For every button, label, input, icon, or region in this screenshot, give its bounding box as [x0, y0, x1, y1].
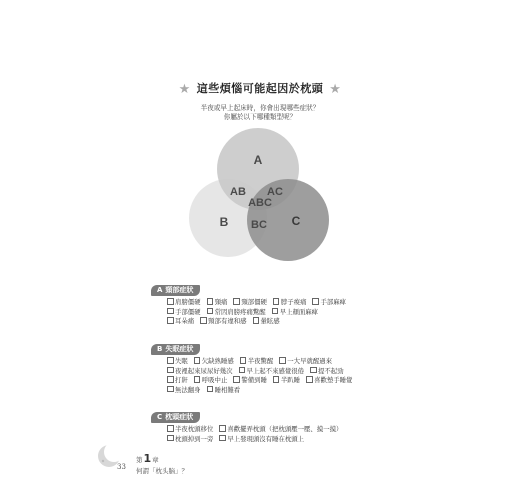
checklist-item[interactable] [194, 357, 234, 367]
section-c [151, 404, 348, 444]
checkbox-icon[interactable] [240, 357, 247, 364]
venn-label-a: A [253, 153, 263, 167]
checklist-item[interactable] [219, 435, 304, 445]
checkbox-icon[interactable] [167, 386, 174, 393]
checklist [167, 357, 358, 395]
checkbox-icon[interactable] [207, 308, 214, 315]
checklist-row [167, 425, 348, 435]
checklist-item-label: 頸部有違和感 [208, 317, 247, 326]
page-title-text: 這些煩惱可能起因於枕頭 [196, 82, 324, 95]
venn-label-ac: AC [267, 186, 283, 198]
venn-diagram [184, 124, 334, 268]
checkbox-icon[interactable] [273, 298, 280, 305]
venn-label-c: C [291, 214, 301, 228]
intro-text [0, 104, 520, 122]
checklist-item-label: 一大早就醒過來 [287, 357, 333, 366]
page-title [0, 80, 520, 97]
checklist-row [167, 308, 352, 318]
section-heading-text: 頸部症狀 [165, 286, 194, 294]
checklist-item-label: 喜歡墊手睡覺 [314, 376, 353, 385]
checkbox-icon[interactable] [279, 357, 286, 364]
checklist-item-label: 肩膀僵硬 [175, 298, 201, 307]
star-icon: ★ [329, 82, 342, 97]
checklist-item[interactable] [253, 317, 280, 327]
checkbox-icon[interactable] [167, 317, 174, 324]
section-heading [151, 412, 200, 423]
checklist-item[interactable] [240, 357, 274, 367]
checklist-item-label: 無法翻身 [175, 385, 201, 394]
checklist-row [167, 367, 358, 377]
checkbox-icon[interactable] [167, 298, 174, 305]
checklist-item[interactable] [167, 298, 201, 308]
checkbox-icon[interactable] [273, 376, 280, 383]
checklist-item-label: 半夜枕頭移位 [175, 425, 214, 434]
checklist-item-label: 常因肩膀疼痛驚醒 [214, 307, 266, 316]
section-letter: A [157, 286, 163, 294]
checklist-item[interactable] [194, 376, 228, 386]
checklist-item[interactable] [200, 317, 246, 327]
checkbox-icon[interactable] [219, 435, 226, 442]
checklist-item[interactable] [219, 425, 342, 435]
checklist-item[interactable] [279, 357, 332, 367]
checklist-row [167, 386, 358, 396]
checklist-row [167, 357, 358, 367]
checklist-item-label: 呼吸中止 [201, 376, 228, 385]
checklist-item[interactable] [239, 367, 305, 377]
checklist-item-label: 欠缺熟睡感 [201, 357, 234, 366]
checklist-item-label: 睡相難看 [214, 385, 241, 394]
checklist-item[interactable] [233, 376, 267, 386]
checkbox-icon[interactable] [272, 308, 279, 315]
checklist-item[interactable] [167, 357, 188, 367]
checkbox-icon[interactable] [310, 367, 317, 374]
section-letter: C [157, 413, 163, 421]
section-b [151, 336, 358, 395]
checklist-item-label: 警備到睡 [241, 376, 267, 385]
chapter-prefix: 第 [136, 456, 143, 464]
checkbox-icon[interactable] [233, 376, 240, 383]
chapter-number: 1 [143, 452, 152, 465]
checklist-item[interactable] [207, 386, 241, 396]
checkbox-icon[interactable] [200, 317, 207, 324]
section-heading [151, 285, 200, 296]
checkbox-icon[interactable] [167, 425, 174, 432]
checklist-item[interactable] [207, 308, 266, 318]
checkbox-icon[interactable] [312, 298, 319, 305]
checklist-item[interactable] [167, 367, 233, 377]
checklist-item-label: 手部麻痺 [320, 298, 347, 307]
section-heading-text: 失眠症狀 [165, 345, 194, 353]
checkbox-icon[interactable] [207, 298, 214, 305]
checklist-item-label: 夜裡起來尿尿好幾次 [175, 366, 233, 375]
checklist-item[interactable] [306, 376, 352, 386]
chapter-label [136, 452, 159, 465]
checklist-row [167, 376, 358, 386]
checklist-item[interactable] [167, 425, 213, 435]
checklist-item-label: 提不起勁 [318, 366, 344, 375]
checklist-row [167, 298, 352, 308]
checkbox-icon[interactable] [167, 367, 174, 374]
checkbox-icon[interactable] [167, 357, 174, 364]
checklist-item-label: 枕頭掉到一旁 [175, 434, 214, 443]
checklist-item[interactable] [167, 386, 201, 396]
intro-line-1: 半夜或早上起床時，你會出現哪些症狀？ [200, 104, 320, 112]
checklist-item-label: 手部僵硬 [175, 307, 201, 316]
intro-line-2: 你屬於以下哪種類型呢？ [223, 113, 297, 121]
checkbox-icon[interactable] [167, 308, 174, 315]
checkbox-icon[interactable] [239, 367, 246, 374]
checklist-item[interactable] [167, 376, 188, 386]
checkbox-icon[interactable] [233, 298, 240, 305]
checklist-item-label: 半趴睡 [280, 376, 301, 385]
star-icon: ★ [178, 82, 191, 97]
checkbox-icon[interactable] [219, 425, 226, 432]
venn-label-bc: BC [251, 219, 267, 231]
checklist-item-label: 頸痛 [214, 298, 228, 307]
checklist-item[interactable] [272, 308, 318, 318]
checklist-row [167, 317, 352, 327]
checklist-item[interactable] [310, 367, 344, 377]
checklist-item[interactable] [167, 308, 201, 318]
checkbox-icon[interactable] [194, 357, 201, 364]
checkbox-icon[interactable] [207, 386, 214, 393]
chapter-suffix: 章 [152, 456, 159, 464]
checklist-item-label: 早上起不來感覺很倦 [246, 366, 305, 375]
checkbox-icon[interactable] [194, 376, 201, 383]
checklist-item[interactable] [312, 298, 346, 308]
checklist-item-label: 暈眩感 [260, 317, 280, 326]
section-letter: B [157, 345, 163, 353]
checkbox-icon[interactable] [306, 376, 313, 383]
checklist-item-label: 早上顏面麻痺 [279, 307, 319, 316]
chapter-title: 何謂「枕头脑」？ [136, 467, 188, 475]
checklist [167, 298, 352, 327]
venn-label-ab: AB [230, 186, 246, 198]
venn-label-b: B [219, 215, 229, 229]
checklist-item-label: 頸部僵硬 [241, 298, 267, 307]
checkbox-icon[interactable] [253, 317, 260, 324]
page-number: 33 [117, 463, 126, 471]
checklist-item-label: 失眠 [175, 357, 188, 366]
checklist-item-label: 打鼾 [175, 376, 188, 385]
section-heading [151, 344, 200, 355]
checklist-item-label: 脖子痠痛 [280, 298, 307, 307]
checkbox-icon[interactable] [167, 376, 174, 383]
checklist-item[interactable] [207, 298, 228, 308]
checklist-item-label: 耳朵痛 [175, 317, 195, 326]
checklist-item[interactable] [233, 298, 267, 308]
checklist-item[interactable] [273, 298, 307, 308]
checklist-item-label: 早上發現頭沒有睡在枕頭上 [227, 434, 305, 443]
checklist-item[interactable] [273, 376, 300, 386]
section-a [151, 277, 352, 327]
page-footer [96, 441, 216, 475]
section-heading-text: 枕頭症狀 [165, 413, 194, 421]
checklist-item-label: 喜歡擺弄枕頭（把枕頭壓一壓、摸一摸） [227, 425, 343, 434]
checklist-item-label: 半夜驚醒 [247, 357, 274, 366]
venn-label-abc: ABC [248, 197, 272, 209]
checklist-item[interactable] [167, 317, 194, 327]
